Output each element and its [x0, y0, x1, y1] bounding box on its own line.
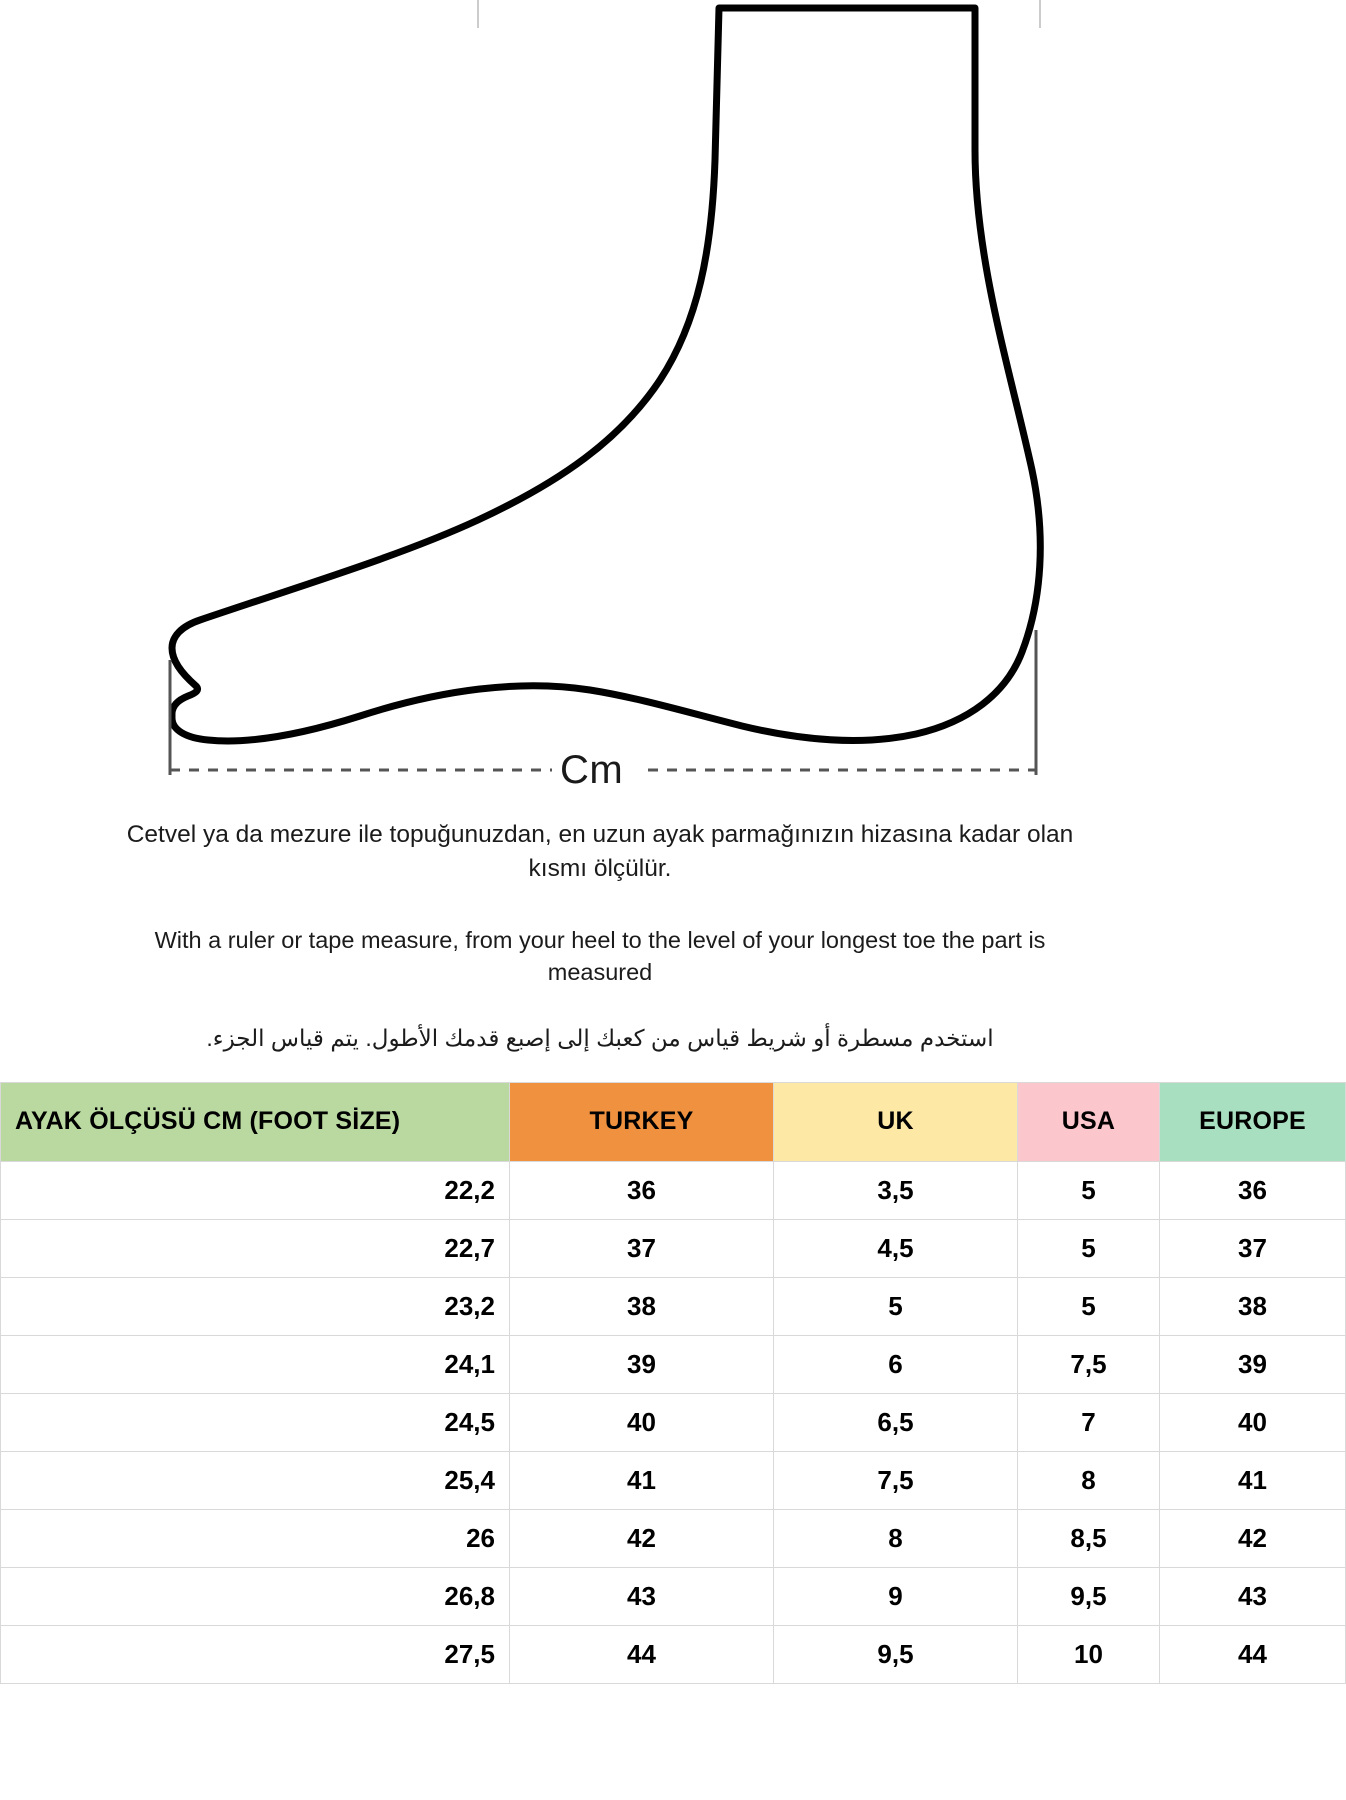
cell-uk: 3,5	[774, 1161, 1018, 1219]
cell-europe: 39	[1160, 1335, 1346, 1393]
cell-foot-size: 22,7	[1, 1219, 510, 1277]
measure-unit-label: Cm	[560, 748, 624, 792]
table-row	[1, 1277, 1346, 1335]
instruction-turkish: Cetvel ya da mezure ile topuğunuzdan, en uzun ayak parmağınızın hizasına kadar olan kısmı ölçülür.	[126, 821, 1074, 882]
cell-europe: 37	[1160, 1219, 1346, 1277]
cell-turkey: 41	[510, 1451, 774, 1509]
cell-europe: 36	[1160, 1161, 1346, 1219]
size-conversion-table	[0, 1082, 1346, 1684]
cell-turkey: 36	[510, 1161, 774, 1219]
cell-uk: 4,5	[774, 1219, 1018, 1277]
cell-uk: 6	[774, 1335, 1018, 1393]
header-europe: EUROPE	[1160, 1082, 1346, 1161]
cell-turkey: 42	[510, 1509, 774, 1567]
cell-usa: 9,5	[1018, 1567, 1160, 1625]
cell-usa: 5	[1018, 1277, 1160, 1335]
cell-uk: 9,5	[774, 1625, 1018, 1683]
size-conversion-table-wrapper	[0, 1082, 1306, 1800]
cell-usa: 5	[1018, 1219, 1160, 1277]
foot-illustration	[0, 0, 1200, 800]
cell-foot-size: 26	[1, 1509, 510, 1567]
table-row	[1, 1335, 1346, 1393]
cell-uk: 7,5	[774, 1451, 1018, 1509]
cell-foot-size: 26,8	[1, 1567, 510, 1625]
cell-foot-size: 23,2	[1, 1277, 510, 1335]
cell-usa: 8	[1018, 1451, 1160, 1509]
table-row	[1, 1219, 1346, 1277]
cell-turkey: 44	[510, 1625, 774, 1683]
cell-turkey: 39	[510, 1335, 774, 1393]
cell-usa: 10	[1018, 1625, 1160, 1683]
cell-europe: 41	[1160, 1451, 1346, 1509]
cell-foot-size: 24,5	[1, 1393, 510, 1451]
table-row	[1, 1509, 1346, 1567]
cell-turkey: 43	[510, 1567, 774, 1625]
cell-uk: 8	[774, 1509, 1018, 1567]
cell-uk: 9	[774, 1567, 1018, 1625]
cell-foot-size: 24,1	[1, 1335, 510, 1393]
cell-europe: 42	[1160, 1509, 1346, 1567]
cell-usa: 8,5	[1018, 1509, 1160, 1567]
header-foot-size: AYAK ÖLÇÜSÜ CM (FOOT SİZE)	[1, 1082, 510, 1161]
table-row	[1, 1451, 1346, 1509]
table-body	[1, 1161, 1346, 1683]
cell-uk: 6,5	[774, 1393, 1018, 1451]
table-row	[1, 1567, 1346, 1625]
cell-usa: 7	[1018, 1393, 1160, 1451]
table-row	[1, 1393, 1346, 1451]
cell-foot-size: 27,5	[1, 1625, 510, 1683]
cell-turkey: 38	[510, 1277, 774, 1335]
instruction-english: With a ruler or tape measure, from your heel to the level of your longest toe the part is measured	[154, 926, 1046, 986]
cell-europe: 43	[1160, 1567, 1346, 1625]
cell-turkey: 40	[510, 1393, 774, 1451]
cell-foot-size: 25,4	[1, 1451, 510, 1509]
table-header-row	[1, 1082, 1346, 1161]
cell-europe: 40	[1160, 1393, 1346, 1451]
header-uk: UK	[774, 1082, 1018, 1161]
foot-measure-diagram	[0, 0, 1200, 800]
cell-uk: 5	[774, 1277, 1018, 1335]
table-header	[1, 1082, 1346, 1161]
cell-europe: 38	[1160, 1277, 1346, 1335]
foot-outline-path	[172, 8, 1040, 741]
cell-europe: 44	[1160, 1625, 1346, 1683]
cell-usa: 7,5	[1018, 1335, 1160, 1393]
instructions-block	[0, 800, 1200, 1056]
cell-foot-size: 22,2	[1, 1161, 510, 1219]
instruction-arabic: استخدم مسطرة أو شريط قياس من كعبك إلى إصبع قدمك الأطول. يتم قياس الجزء.	[206, 1025, 994, 1052]
table-row	[1, 1161, 1346, 1219]
header-usa: USA	[1018, 1082, 1160, 1161]
table-row	[1, 1625, 1346, 1683]
cell-turkey: 37	[510, 1219, 774, 1277]
cell-usa: 5	[1018, 1161, 1160, 1219]
header-turkey: TURKEY	[510, 1082, 774, 1161]
